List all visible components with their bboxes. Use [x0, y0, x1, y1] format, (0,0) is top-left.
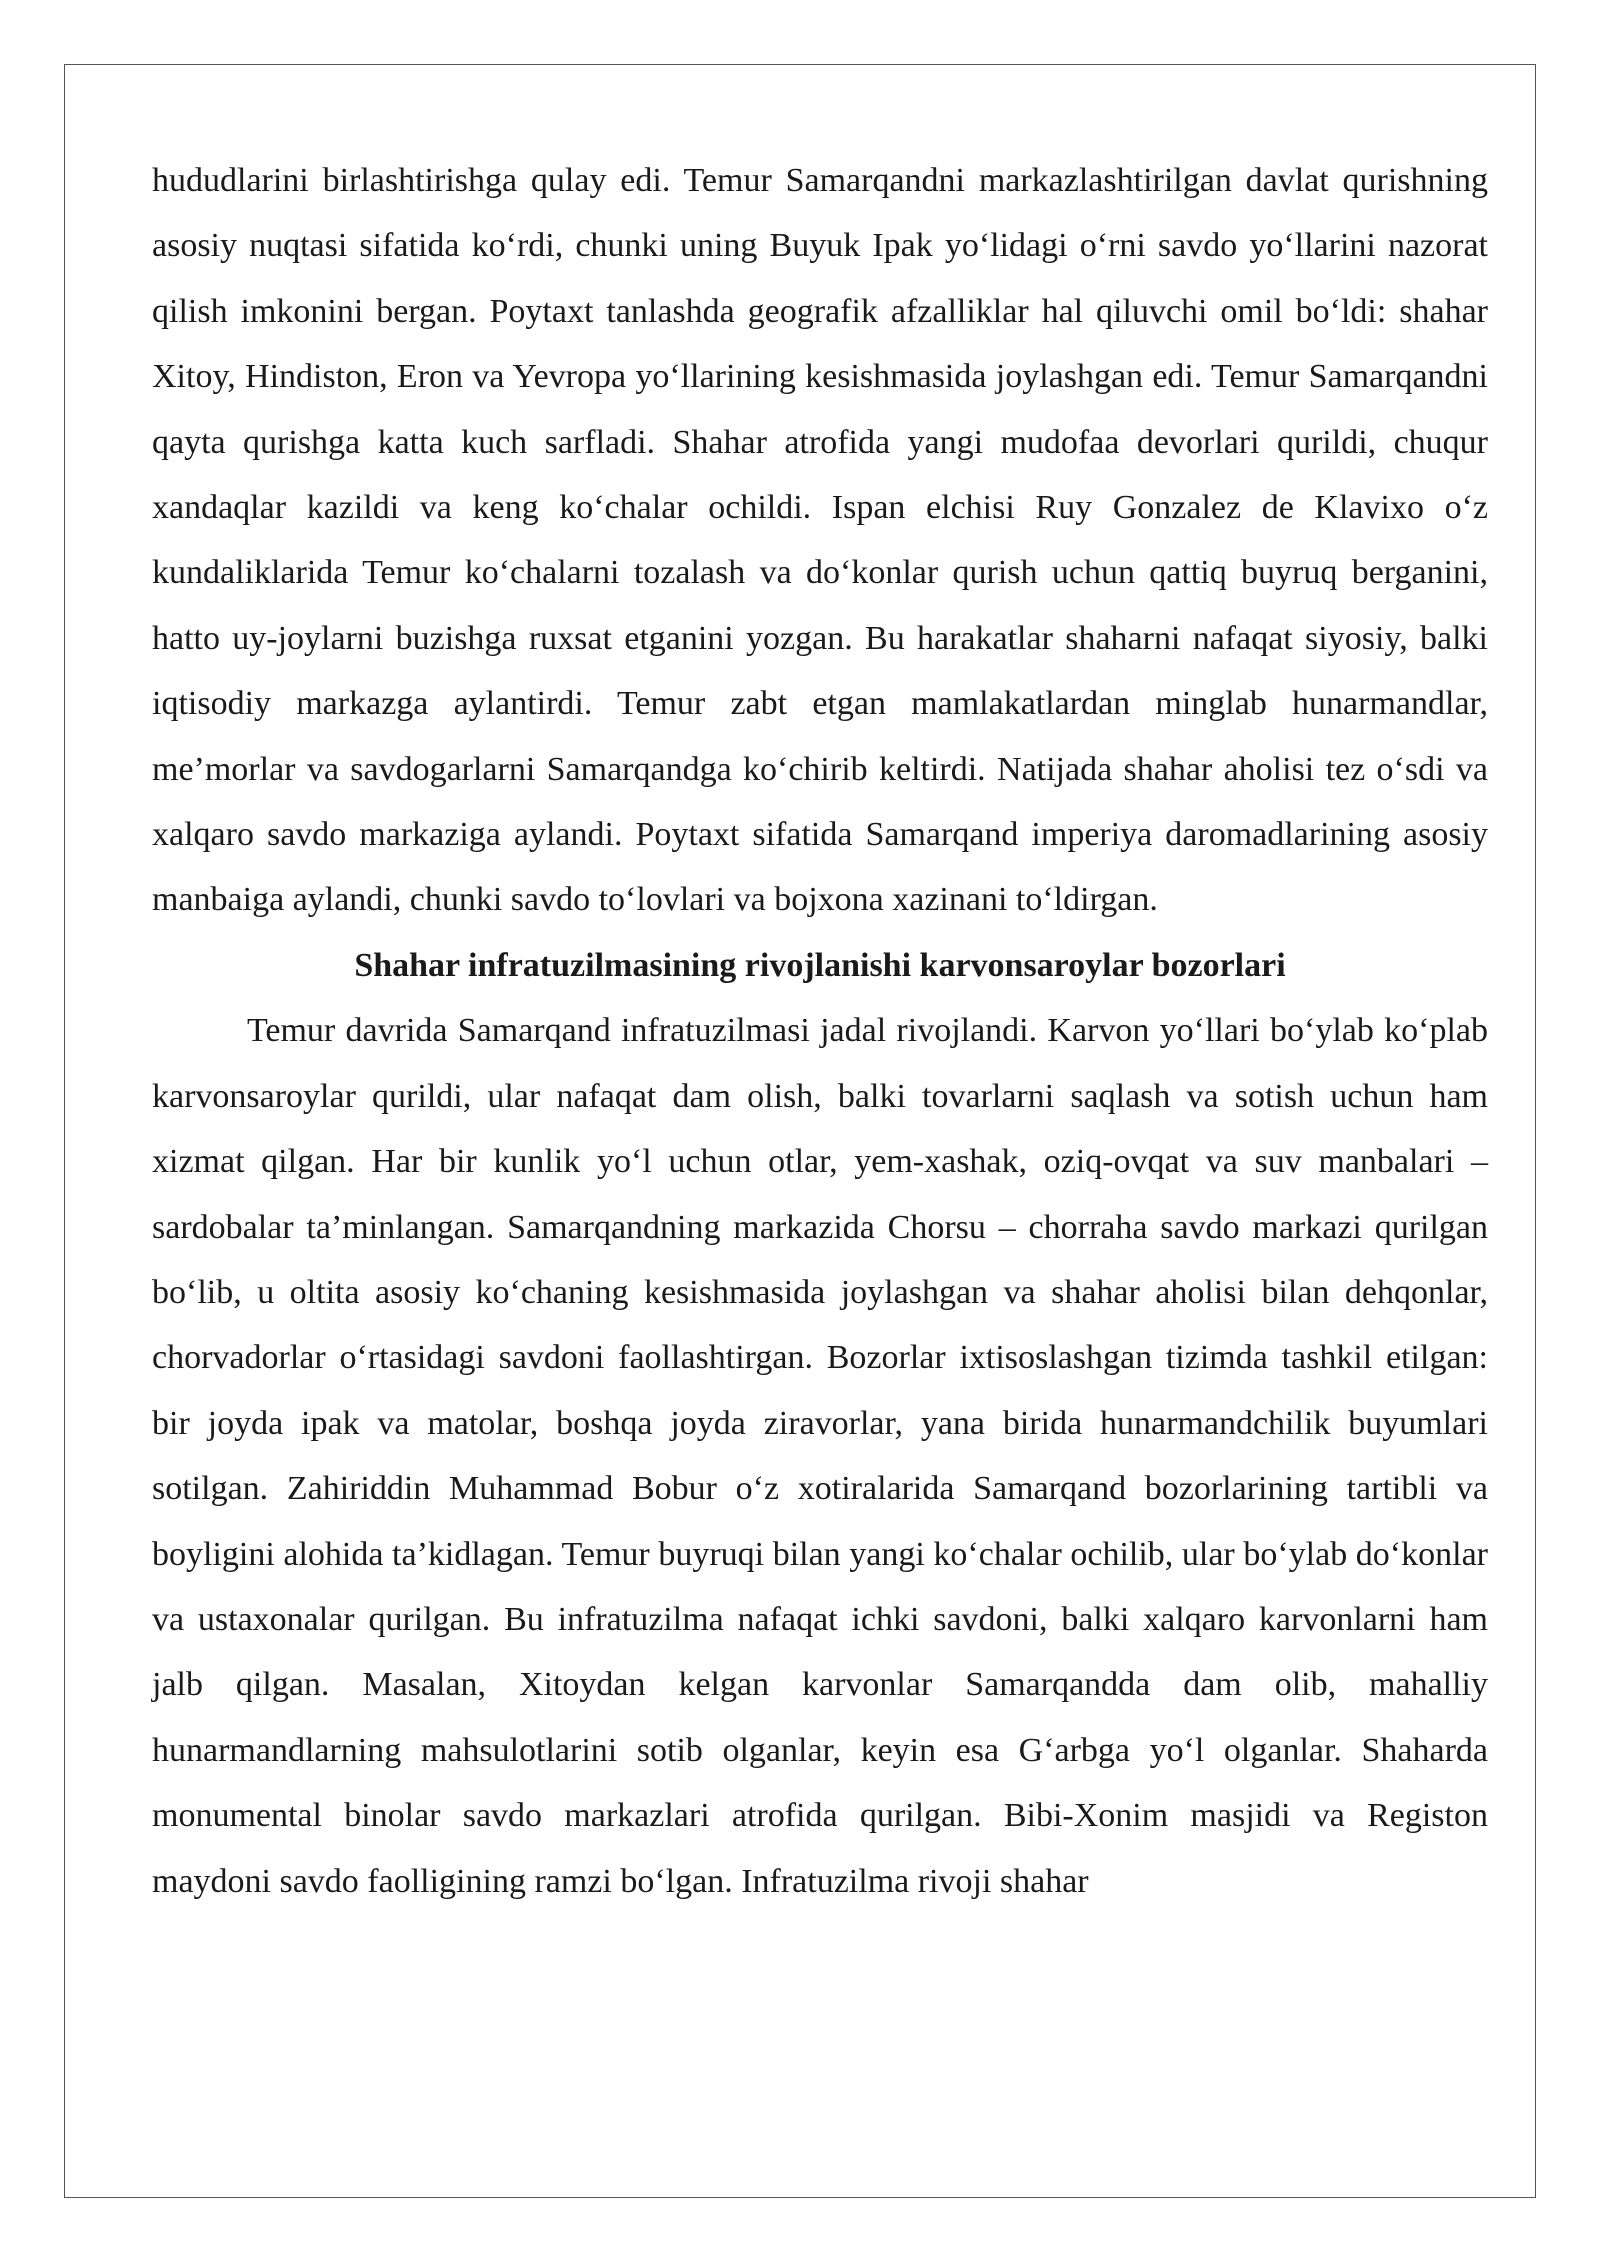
paragraph-continuation: hududlarini birlashtirishga qulay edi. Temur Samarqandni markazlashtirilgan davlat qurishning asosiy nuqtasi sifatida ko‘rdi, chunki uning Buyuk Ipak yo‘lidagi o‘rni savdo yo‘llarini nazorat qilish imkonini bergan. Poytaxt tanlashda geografik afzalliklar hal qiluvchi omil bo‘ldi: shahar Xitoy, Hindiston, Eron va Yevropa yo‘llarining kesishmasida joylashgan edi. Temur Samarqandni qayta qurishga katta kuch sarfladi. Shahar atrofida yangi mudofaa devorlari qurildi, chuqur xandaqlar kazildi va keng ko‘chalar ochildi. Ispan elchisi Ruy Gonzalez de Klavixo o‘z kundaliklarida Temur ko‘chalarni tozalash va do‘konlar qurish uchun qattiq buyruq berganini, hatto uy-joylarni buzishga ruxsat etganini yozgan. Bu harakatlar shaharni nafaqat siyosiy, balki iqtisodiy markazga aylantirdi. Temur zabt etgan mamlakatlardan minglab hunarmandlar, me’morlar va savdogarlarni Samarqandga ko‘chirib keltirdi. Natijada shahar aholisi tez o‘sdi va xalqaro savdo markaziga aylandi. Poytaxt sifatida Samarqand imperiya daromadlarining asosiy manbaiga aylandi, chunki savdo to‘lovlari va bojxona xazinani to‘ldirgan. — [152, 162, 1488, 919]
document-body — [152, 148, 1488, 1914]
section-heading: Shahar infratuzilmasining rivojlanishi karvonsaroylar bozorlari — [354, 946, 1286, 984]
paragraph-infrastructure: Temur davrida Samarqand infratuzilmasi jadal rivojlandi. Karvon yo‘llari bo‘ylab ko‘plab karvonsaroylar qurildi, ular nafaqat dam olish, balki tovarlarni saqlash va sotish uchun ham xizmat qilgan. Har bir kunlik yo‘l uchun otlar, yem-xashak, oziq-ovqat va suv manbalari – sardobalar ta’minlangan. Samarqandning markazida Chorsu – chorraha savdo markazi qurilgan bo‘lib, u oltita asosiy ko‘chaning kesishmasida joylashgan va shahar aholisi bilan dehqonlar, chorvadorlar o‘rtasidagi savdoni faollashtirgan. Bozorlar ixtisoslashgan tizimda tashkil etilgan: bir joyda ipak va matolar, boshqa joyda ziravorlar, yana birida hunarmandchilik buyumlari sotilgan. Zahiriddin Muhammad Bobur o‘z xotiralarida Samarqand bozorlarining tartibli va boyligini alohida ta’kidlagan. Temur buyruqi bilan yangi ko‘chalar ochilib, ular bo‘ylab do‘konlar va ustaxonalar qurilgan. Bu infratuzilma nafaqat ichki savdoni, balki xalqaro karvonlarni ham jalb qilgan. Masalan, Xitoydan kelgan karvonlar Samarqandda dam olib, mahalliy hunarmandlarning mahsulotlarini sotib olganlar, keyin esa G‘arbga yo‘l olganlar. Shaharda monumental binolar savdo markazlari atrofida qurilgan. Bibi-Xonim masjidi va Registon maydoni savdo faolligining ramzi bo‘lgan. Infratuzilma rivoji shahar — [152, 1012, 1488, 1900]
